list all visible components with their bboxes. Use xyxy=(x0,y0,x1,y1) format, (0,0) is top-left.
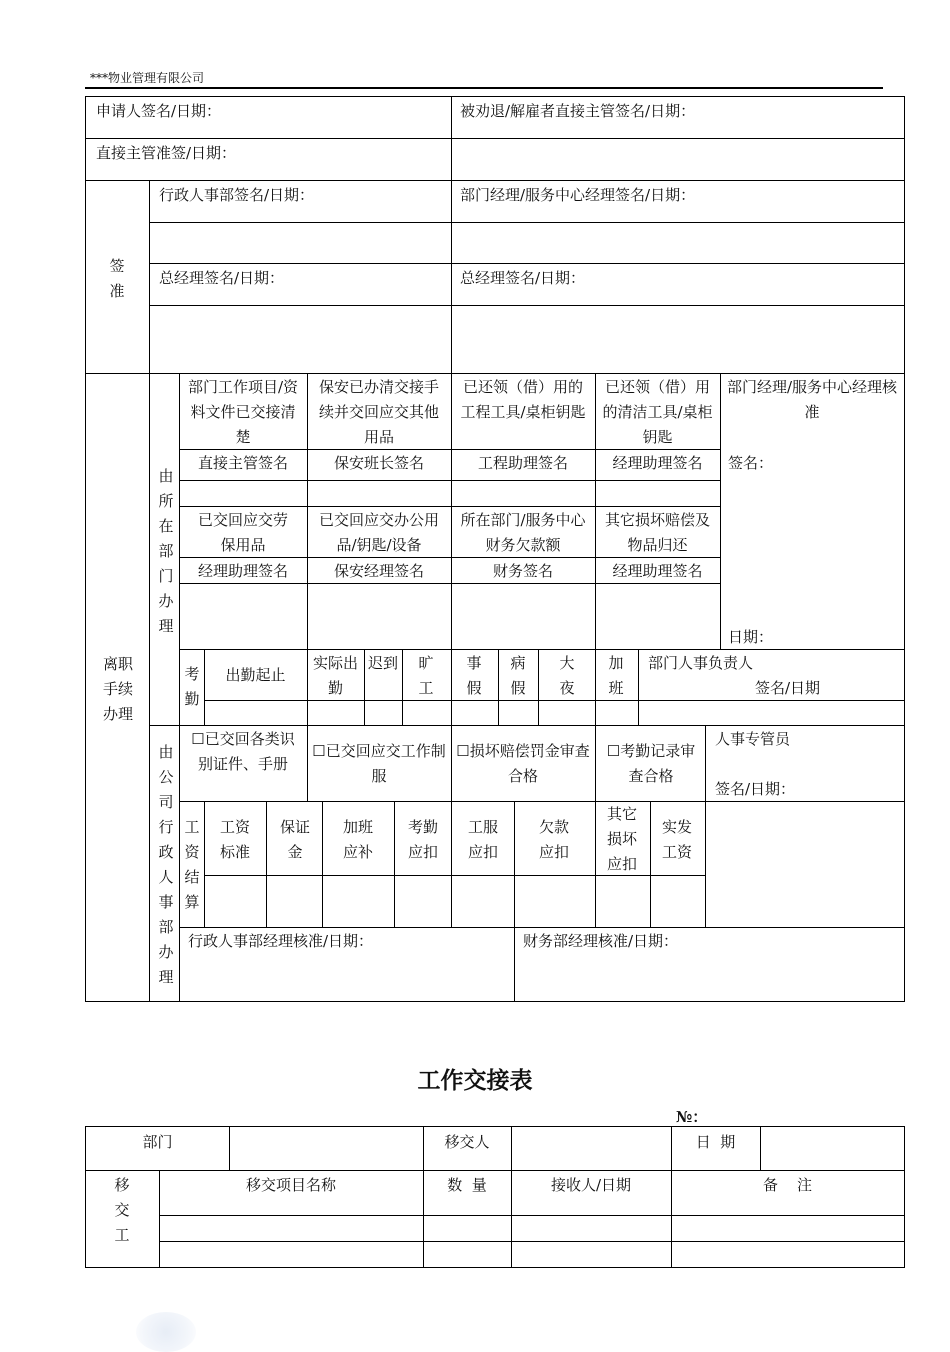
salary-settlement-label: 工资结算 xyxy=(184,818,200,911)
overtime-supplement: 加班应补 xyxy=(342,818,373,861)
grid-line xyxy=(451,649,452,725)
company-name: ***物业管理有限公司 xyxy=(90,71,205,85)
grid-line xyxy=(760,1127,761,1170)
grid-line xyxy=(650,801,651,927)
grid-line xyxy=(394,801,395,927)
grid-line xyxy=(179,506,720,507)
sign-label: 签名： xyxy=(728,454,774,472)
manager-assistant-sign-1: 经理助理签名 xyxy=(612,454,703,472)
grid-line xyxy=(705,725,706,927)
grid-line xyxy=(149,180,150,1001)
handover-item-7: 所在部门/服务中心财务欠款额 xyxy=(460,511,586,554)
dept-hr-owner: 部门人事负责人 xyxy=(648,654,754,672)
grid-line xyxy=(159,1241,904,1242)
overtime: 加班 xyxy=(608,654,624,697)
header-rule xyxy=(85,87,883,89)
hr-sign-label: 行政人事部签名/日期： xyxy=(159,186,315,204)
grid-line xyxy=(451,725,452,801)
absence-count: 旷工 xyxy=(418,654,434,697)
gm-sign-left-label: 总经理签名/日期： xyxy=(159,269,285,287)
remarks-header: 备 注 xyxy=(762,1176,813,1194)
grid-line xyxy=(159,1215,904,1216)
dept-handling-label: 由所在部门办理 xyxy=(158,467,174,635)
hr-manager-approve: 行政人事部经理核准/日期： xyxy=(188,932,374,950)
grid-line xyxy=(595,373,596,649)
grid-line xyxy=(595,649,596,725)
grid-line xyxy=(179,480,720,481)
handover-item-3: 已还领（借）用的工程工具/桌柜钥匙 xyxy=(460,378,586,421)
grid-line xyxy=(307,725,308,801)
grid-line xyxy=(179,649,904,650)
manager-assistant-sign-2: 经理助理签名 xyxy=(197,562,288,580)
watermark-logo xyxy=(136,1312,196,1352)
handover-item-8: 其它损坏赔偿及物品归还 xyxy=(604,511,710,554)
grid-line xyxy=(266,801,267,927)
grid-line xyxy=(538,649,539,725)
handover-item-6: 已交回应交办公用品/钥匙/设备 xyxy=(318,511,439,554)
grid-line xyxy=(451,801,452,927)
resign-section-label: 离职手续办理 xyxy=(102,655,133,723)
finance-sign: 财务签名 xyxy=(492,562,553,580)
grid-line xyxy=(322,801,323,927)
resignation-form xyxy=(85,96,905,1002)
net-salary: 实发工资 xyxy=(661,818,692,861)
handover-table xyxy=(85,1126,905,1268)
item-name-header: 移交项目名称 xyxy=(245,1176,336,1194)
handover-item-2: 保安已办清交接手续并交回应交其他用品 xyxy=(318,378,439,446)
grid-line xyxy=(86,180,904,181)
transferor-label: 移交人 xyxy=(444,1133,490,1151)
handover-section-label: 移交工 xyxy=(114,1176,130,1244)
attendance-label: 考勤 xyxy=(184,665,200,708)
grid-line xyxy=(149,725,904,726)
grid-line xyxy=(86,373,904,374)
personal-leave: 事假 xyxy=(466,654,482,697)
dismissed-supervisor-sign-label: 被劝退/解雇者直接主管签名/日期： xyxy=(460,102,696,120)
security-manager-sign: 保安经理签名 xyxy=(333,562,424,580)
grid-line xyxy=(595,801,596,927)
security-lead-sign: 保安班长签名 xyxy=(333,454,424,472)
uniform-deduction: 工服应扣 xyxy=(467,818,498,861)
grid-line xyxy=(402,649,403,725)
grid-line xyxy=(179,801,904,802)
grid-line xyxy=(204,801,205,927)
company-item-4: ☐考勤记录审查合格 xyxy=(606,742,696,785)
grid-line xyxy=(307,649,308,725)
handover-item-1: 部门工作项目/资料文件已交接清楚 xyxy=(187,378,299,446)
grid-line xyxy=(720,373,721,649)
other-damage-deduction: 其它损坏应扣 xyxy=(606,805,637,873)
handover-title: 工作交接表 xyxy=(417,1068,533,1094)
grid-line xyxy=(498,649,499,725)
number-label: №： xyxy=(676,1108,708,1126)
gm-sign-right-label: 总经理签名/日期： xyxy=(460,269,586,287)
hr-specialist-sign: 签名/日期： xyxy=(715,780,796,798)
grid-line xyxy=(149,305,904,306)
applicant-sign-label: 申请人签名/日期： xyxy=(96,102,222,120)
grid-line xyxy=(149,222,904,223)
hr-specialist: 人事专管员 xyxy=(715,730,791,748)
grid-line xyxy=(86,1170,904,1171)
salary-standard: 工资标准 xyxy=(219,818,250,861)
grid-line xyxy=(595,725,596,801)
grid-line xyxy=(514,801,515,1001)
direct-supervisor-sign: 直接主管签名 xyxy=(197,454,288,472)
debt-deduction: 欠款应扣 xyxy=(538,818,569,861)
company-handling-label: 由公司行政人事部办理 xyxy=(158,743,174,986)
grid-line xyxy=(229,1127,230,1170)
attendance-deduction: 考勤应扣 xyxy=(407,818,438,861)
handover-item-4: 已还领（借）用的清洁工具/桌柜钥匙 xyxy=(602,378,713,446)
night-shift: 大夜 xyxy=(559,654,575,697)
dept-manager-approve-label: 部门经理/服务中心经理核准 xyxy=(726,378,898,421)
company-item-1: ☐已交回各类识别证件、手册 xyxy=(191,730,295,773)
grid-line xyxy=(451,97,452,373)
direct-supervisor-approve-label: 直接主管准签/日期： xyxy=(96,144,237,162)
date-label: 日期： xyxy=(728,628,774,646)
company-item-3: ☐损坏赔偿罚金审查合格 xyxy=(456,742,590,785)
finance-manager-approve: 财务部经理核准/日期： xyxy=(523,932,679,950)
attendance-period: 出勤起止 xyxy=(225,666,286,684)
late-count: 迟到 xyxy=(367,654,398,672)
deposit: 保证金 xyxy=(279,818,310,861)
actual-attendance: 实际出勤 xyxy=(312,654,358,697)
handover-item-5: 已交回应交劳保用品 xyxy=(197,511,288,554)
grid-line xyxy=(638,649,639,725)
dept-manager-sign-label: 部门经理/服务中心经理签名/日期： xyxy=(460,186,696,204)
grid-line xyxy=(451,373,452,649)
grid-line xyxy=(307,373,308,649)
grid-line xyxy=(179,927,904,928)
company-item-2: ☐已交回应交工作制服 xyxy=(312,742,446,785)
quantity-header: 数 量 xyxy=(447,1176,487,1194)
grid-line xyxy=(86,138,904,139)
date-label: 日 期 xyxy=(695,1133,736,1151)
manager-assistant-sign-3: 经理助理签名 xyxy=(612,562,703,580)
grid-line xyxy=(149,263,904,264)
sick-leave: 病假 xyxy=(510,654,526,697)
engineering-assistant-sign: 工程助理签名 xyxy=(477,454,568,472)
approval-section-label: 签准 xyxy=(109,257,125,300)
receiver-date-header: 接收人/日期 xyxy=(550,1176,632,1194)
dept-label: 部门 xyxy=(142,1133,173,1151)
dept-hr-owner-sign: 签名/日期 xyxy=(755,679,821,697)
